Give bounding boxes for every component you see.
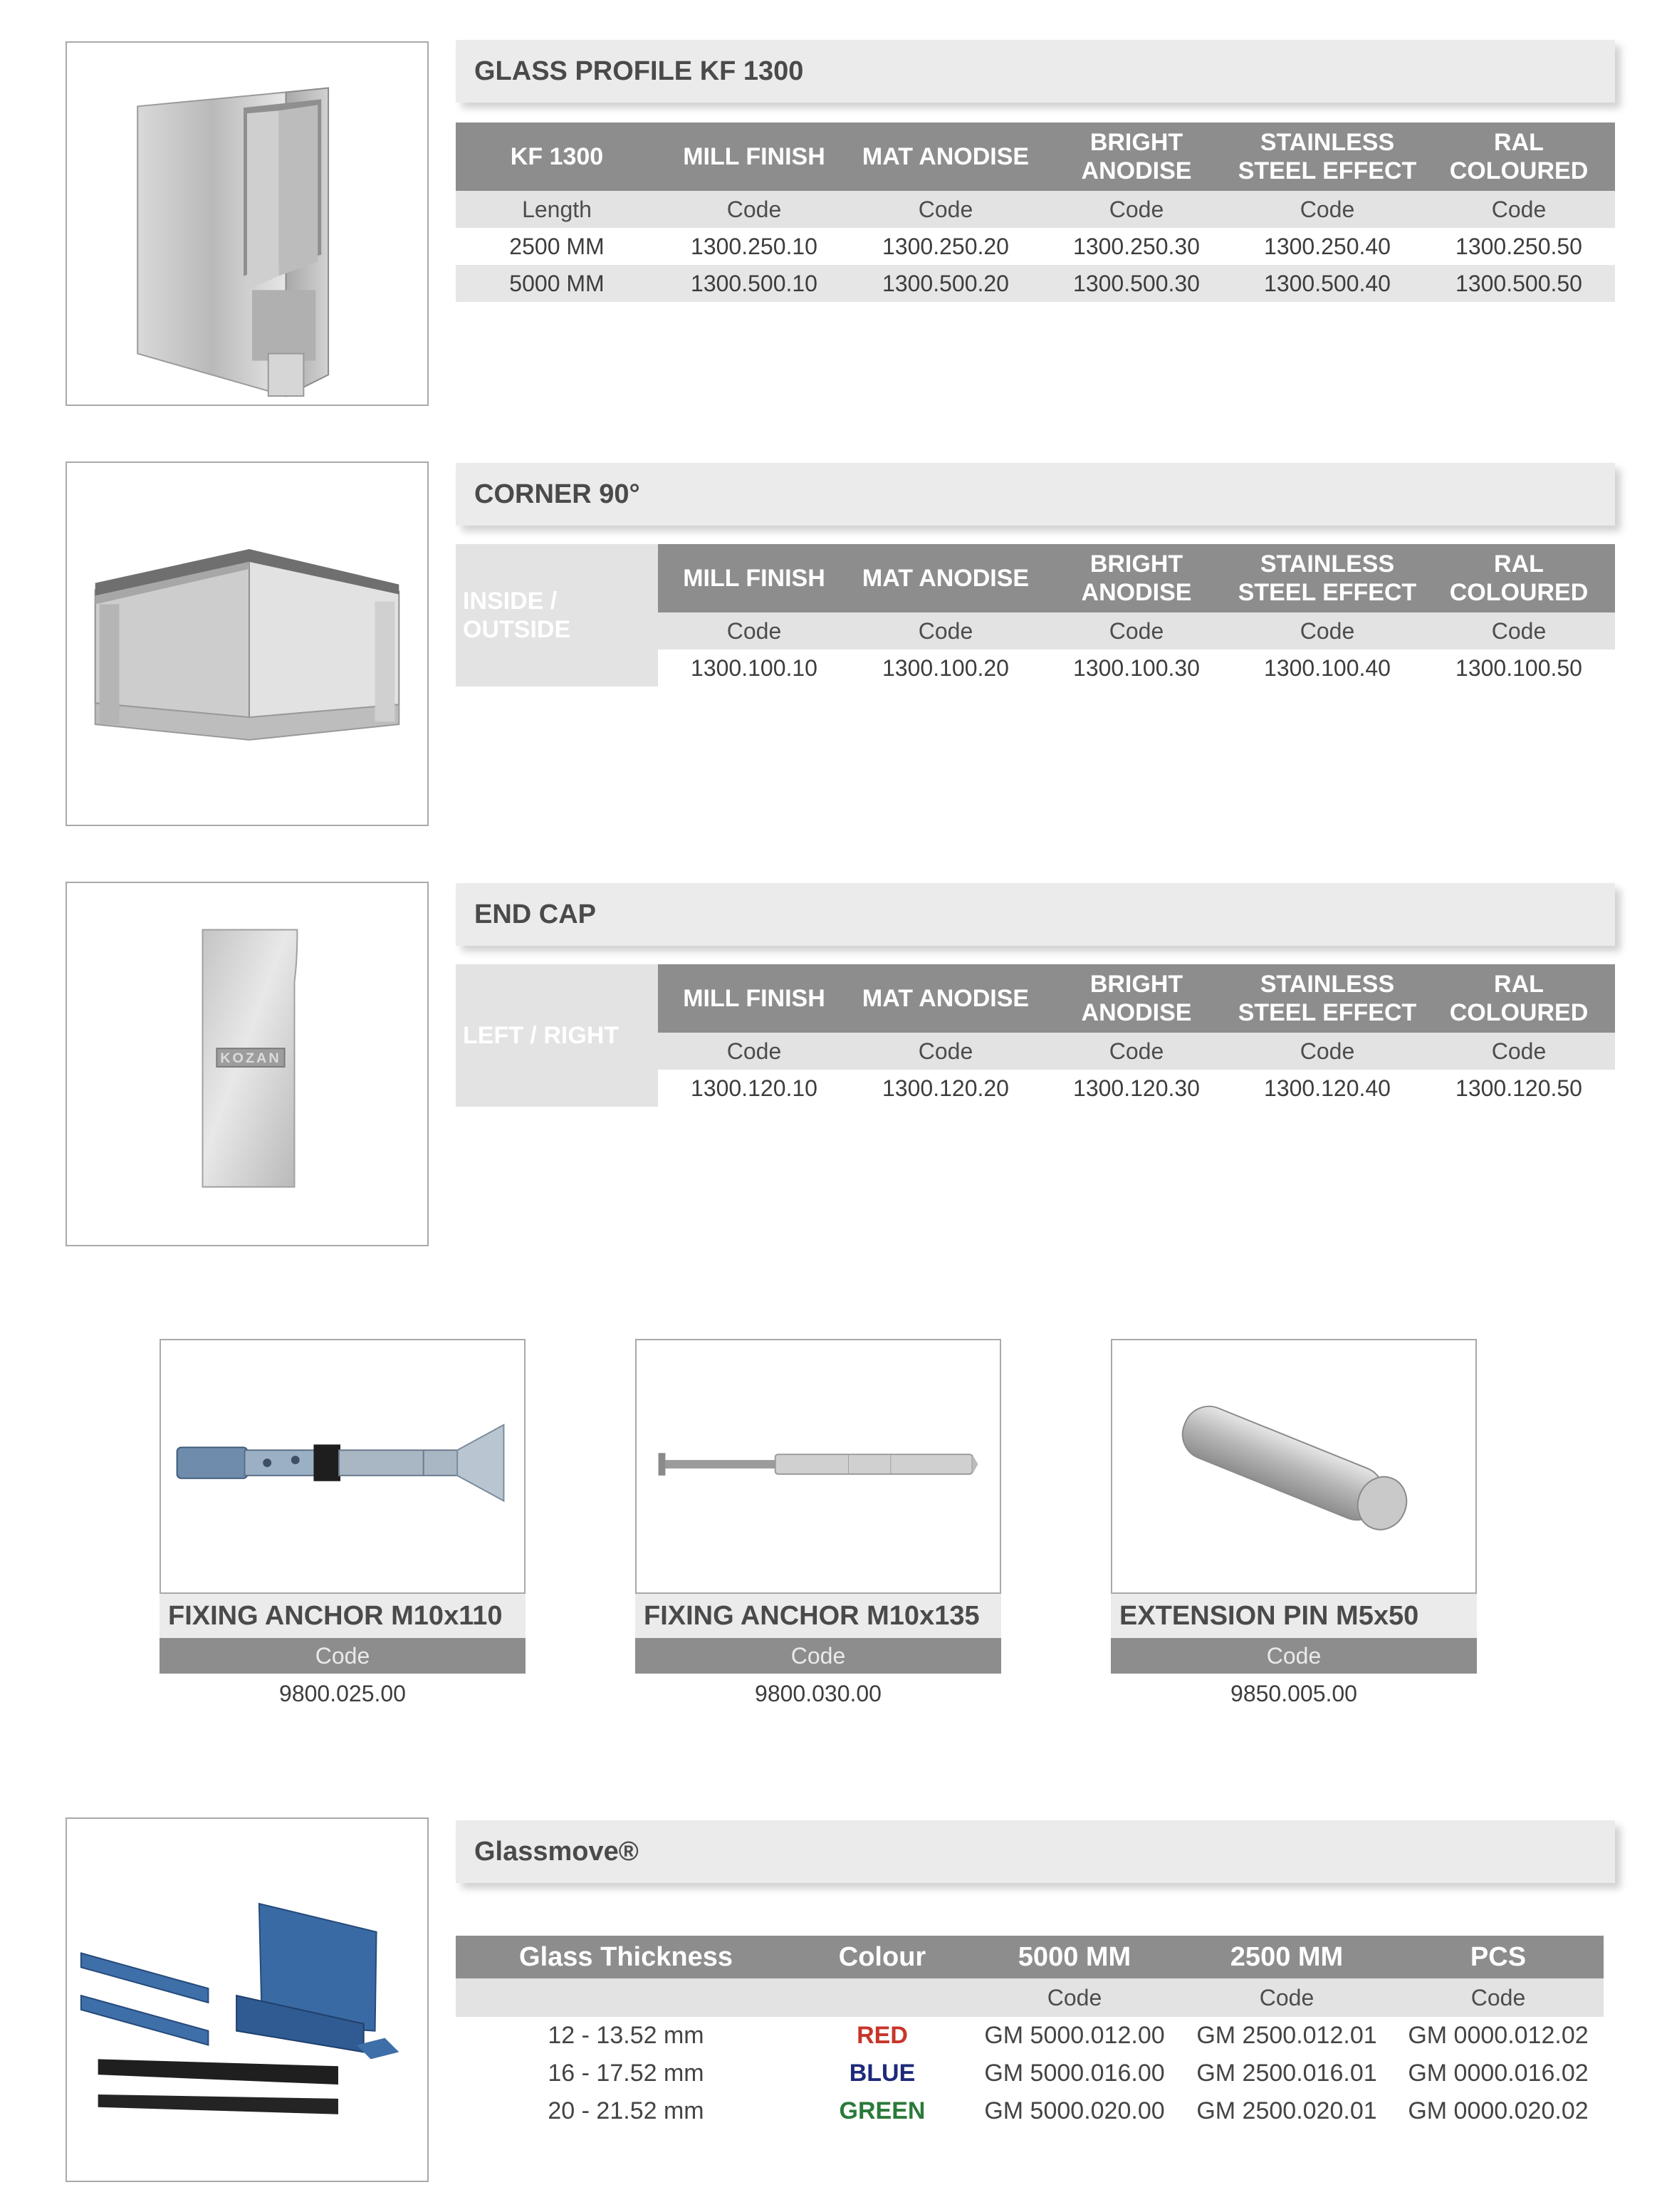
table-header-row	[456, 544, 1615, 612]
code-label: Code	[658, 1033, 850, 1070]
col-header: Colour	[796, 1936, 968, 1978]
code-label	[456, 1978, 796, 2017]
col-header: MAT ANODISE	[850, 544, 1041, 612]
table-cell: 1300.100.40	[1264, 654, 1391, 681]
col-header: 5000 MM	[968, 1936, 1181, 1978]
code-label: Code	[1232, 191, 1423, 228]
table-header-row	[456, 964, 1615, 1033]
col-header: MILL FINISH	[658, 544, 850, 612]
glass-profile-table	[456, 122, 1615, 302]
svg-text:KOZAN: KOZAN	[220, 1050, 281, 1067]
code-label: Code	[658, 191, 850, 228]
table-cell: GM 5000.012.00	[984, 2022, 1165, 2049]
table-cell: 1300.120.50	[1455, 1075, 1582, 1101]
side-label: INSIDE / OUTSIDE	[456, 544, 658, 687]
code-label: Code	[1181, 1978, 1393, 2017]
extension-pin-illustration	[1112, 1340, 1475, 1592]
fixing-anchor-long-image	[635, 1339, 1001, 1594]
table-cell: 1300.250.20	[882, 233, 1009, 259]
col-header: Glass Thickness	[456, 1936, 796, 1978]
section-title-end-cap: END CAP	[456, 883, 1615, 946]
glassmove-illustration	[67, 1819, 427, 2181]
code-label: Code	[1232, 612, 1423, 649]
colour-cell: RED	[857, 2022, 908, 2049]
table-cell: 1300.250.50	[1455, 233, 1582, 259]
table-cell: GM 5000.016.00	[984, 2060, 1165, 2087]
table-cell: GM 0000.012.02	[1408, 2022, 1589, 2049]
table-code-row	[456, 1978, 1604, 2017]
table-cell: 1300.500.30	[1041, 265, 1232, 302]
code-label: Code	[1041, 612, 1232, 649]
accessory-card	[160, 1339, 526, 1713]
table-row	[456, 2017, 1604, 2055]
code-label: Code	[1423, 1033, 1615, 1070]
table-cell: 2500 MM	[509, 233, 605, 259]
code-label: Code	[1232, 1033, 1423, 1070]
table-cell: GM 0000.020.02	[1408, 2097, 1589, 2124]
col-header: RAL COLOURED	[1423, 964, 1615, 1033]
side-label: LEFT / RIGHT	[456, 964, 658, 1107]
code-label: Code	[968, 1978, 1181, 2017]
table-header-row	[456, 1936, 1604, 1978]
table-cell: 1300.120.40	[1264, 1075, 1391, 1101]
table-cell: GM 5000.020.00	[984, 2097, 1165, 2124]
col-header: STAINLESS STEEL EFFECT	[1232, 122, 1423, 191]
accessory-card	[1111, 1339, 1477, 1713]
table-cell: GM 2500.012.01	[1196, 2022, 1377, 2049]
col-header: BRIGHT ANODISE	[1041, 964, 1232, 1033]
code-label: Code	[1423, 612, 1615, 649]
accessory-code-label: Code	[160, 1638, 526, 1674]
table-cell: 1300.250.40	[1264, 233, 1391, 259]
table-row	[456, 228, 1615, 265]
glass-profile-image	[66, 41, 429, 406]
accessory-code-label: Code	[635, 1638, 1001, 1674]
accessory-code-value: 9800.025.00	[279, 1681, 406, 1706]
table-code-row	[456, 191, 1615, 228]
table-cell: 1300.500.20	[850, 265, 1041, 302]
fixing-anchor-long-illustration	[637, 1340, 1000, 1592]
table-cell: 1300.120.30	[1073, 1075, 1200, 1101]
col-header: BRIGHT ANODISE	[1041, 544, 1232, 612]
table-cell: 1300.100.20	[882, 654, 1009, 681]
table-cell: 1300.500.10	[658, 265, 850, 302]
table-header-row	[456, 122, 1615, 191]
table-cell: GM 0000.016.02	[1408, 2060, 1589, 2087]
section-title-glass-profile: GLASS PROFILE KF 1300	[456, 40, 1615, 103]
corner-illustration	[67, 463, 427, 825]
end-cap-image	[66, 882, 429, 1246]
col-header: MILL FINISH	[658, 964, 850, 1033]
colour-cell: GREEN	[839, 2097, 926, 2124]
col-header: 2500 MM	[1181, 1936, 1393, 1978]
colour-cell: BLUE	[849, 2060, 916, 2087]
accessory-code-label: Code	[1111, 1638, 1477, 1674]
thickness-cell: 16 - 17.52 mm	[548, 2060, 704, 2087]
col-header: RAL COLOURED	[1423, 544, 1615, 612]
table-row	[456, 2092, 1604, 2130]
code-label: Length	[456, 191, 658, 228]
col-header: RAL COLOURED	[1423, 122, 1615, 191]
table-cell: 1300.120.20	[882, 1075, 1009, 1101]
col-header: BRIGHT ANODISE	[1041, 122, 1232, 191]
end-cap-table	[456, 964, 1615, 1107]
thickness-cell: 12 - 13.52 mm	[548, 2022, 704, 2049]
code-label: Code	[1423, 191, 1615, 228]
table-cell: 1300.500.40	[1232, 265, 1423, 302]
accessory-code-value: 9800.030.00	[755, 1681, 882, 1706]
code-label: Code	[658, 612, 850, 649]
table-cell: GM 2500.020.01	[1196, 2097, 1377, 2124]
table-cell: 1300.250.30	[1073, 233, 1200, 259]
thickness-cell: 20 - 21.52 mm	[548, 2097, 704, 2124]
table-cell: 1300.500.50	[1423, 265, 1615, 302]
table-row	[456, 265, 1615, 302]
code-label: Code	[850, 1033, 1041, 1070]
accessory-title: FIXING ANCHOR M10x135	[635, 1594, 1001, 1638]
glass-profile-illustration	[67, 43, 427, 405]
table-row	[456, 2055, 1604, 2092]
corner-table	[456, 544, 1615, 687]
table-cell: 1300.100.10	[691, 654, 817, 681]
code-label	[796, 1978, 968, 2017]
fixing-anchor-image	[160, 1339, 526, 1594]
accessory-code-value: 9850.005.00	[1230, 1681, 1357, 1706]
fixing-anchor-illustration	[161, 1340, 524, 1592]
col-header: STAINLESS STEEL EFFECT	[1232, 964, 1423, 1033]
end-cap-illustration	[67, 883, 427, 1245]
code-label: Code	[850, 191, 1041, 228]
col-header: MAT ANODISE	[850, 122, 1041, 191]
glassmove-table	[456, 1936, 1604, 2130]
extension-pin-image	[1111, 1339, 1477, 1594]
table-cell: 5000 MM	[456, 265, 658, 302]
section-title-corner: CORNER 90°	[456, 463, 1615, 526]
section-title-glassmove: Glassmove®	[456, 1820, 1615, 1883]
glassmove-image	[66, 1817, 429, 2182]
col-header: PCS	[1393, 1936, 1604, 1978]
table-cell: 1300.100.30	[1073, 654, 1200, 681]
code-label: Code	[850, 612, 1041, 649]
col-header: MAT ANODISE	[850, 964, 1041, 1033]
accessory-title: EXTENSION PIN M5x50	[1111, 1594, 1477, 1638]
table-cell: GM 2500.016.01	[1196, 2060, 1377, 2087]
corner-image	[66, 461, 429, 826]
table-cell: 1300.100.50	[1455, 654, 1582, 681]
table-cell: 1300.250.10	[691, 233, 817, 259]
code-label: Code	[1041, 191, 1232, 228]
accessory-title: FIXING ANCHOR M10x110	[160, 1594, 526, 1638]
accessory-card	[635, 1339, 1001, 1713]
col-header: MILL FINISH	[658, 122, 850, 191]
col-header: KF 1300	[456, 122, 658, 191]
col-header: STAINLESS STEEL EFFECT	[1232, 544, 1423, 612]
table-cell: 1300.120.10	[691, 1075, 817, 1101]
code-label: Code	[1041, 1033, 1232, 1070]
code-label: Code	[1393, 1978, 1604, 2017]
